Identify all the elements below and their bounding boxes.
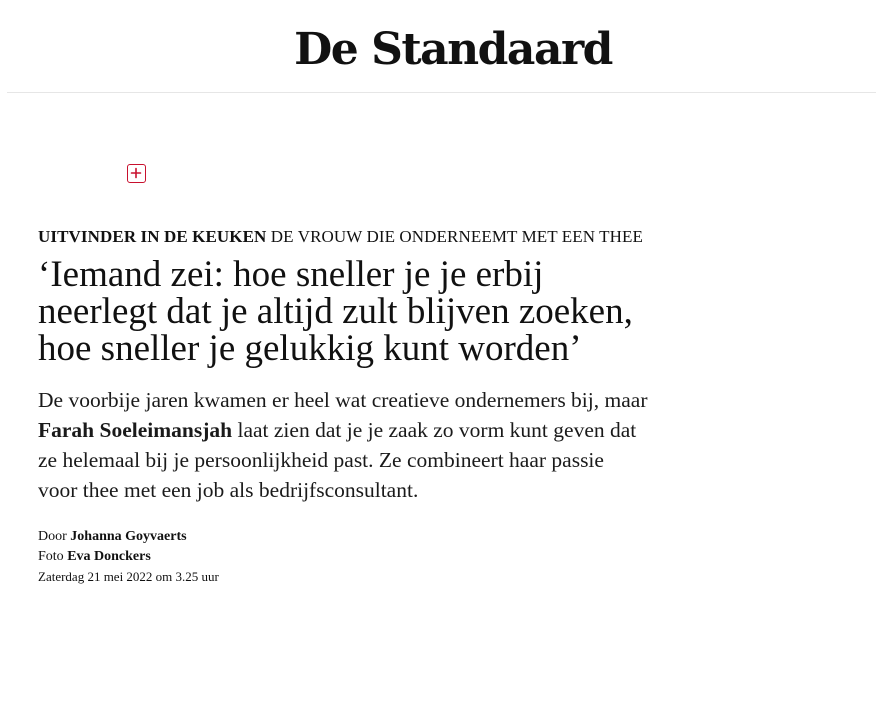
intro-name: Farah Soeleimansjah xyxy=(38,418,233,442)
publish-date: Zaterdag 21 mei 2022 om 3.25 uur xyxy=(38,569,219,584)
photographer-name: Eva Donckers xyxy=(67,549,151,564)
article-headline: ‘Iemand zei: hoe sneller je je erbij neerlegt dat je altijd zult blijven zoeken, hoe sneller je gelukkig kunt worden’ xyxy=(38,254,633,369)
article xyxy=(38,226,658,587)
article-intro xyxy=(38,385,648,505)
kicker-section[interactable]: UITVINDER IN DE KEUKEN xyxy=(38,227,267,246)
intro-text-after: laat zien dat je je zaak zo vorm kunt geven dat ze helemaal bij je persoonlijkheid past. Ze combineert haar passie voor thee met een job als bedrijfsconsultant. xyxy=(38,418,637,502)
photo-prefix: Foto xyxy=(38,549,68,564)
masthead-divider xyxy=(7,92,876,93)
byline-photo-line xyxy=(38,547,658,567)
plus-square-icon xyxy=(130,167,142,179)
article-kicker xyxy=(38,226,658,248)
masthead xyxy=(0,0,886,92)
article-byline xyxy=(38,527,658,587)
byline-author-line xyxy=(38,527,658,547)
site-logo[interactable]: De Standaard xyxy=(294,24,612,75)
author-name[interactable]: Johanna Goyvaerts xyxy=(70,529,187,544)
kicker-subtitle: DE VROUW DIE ONDERNEEMT MET EEN THEE xyxy=(266,227,644,246)
follow-topic-button[interactable] xyxy=(127,164,146,183)
author-prefix: Door xyxy=(38,529,71,544)
intro-text-before: De voorbije jaren kwamen er heel wat creatieve ondernemers bij, maar xyxy=(38,388,648,412)
